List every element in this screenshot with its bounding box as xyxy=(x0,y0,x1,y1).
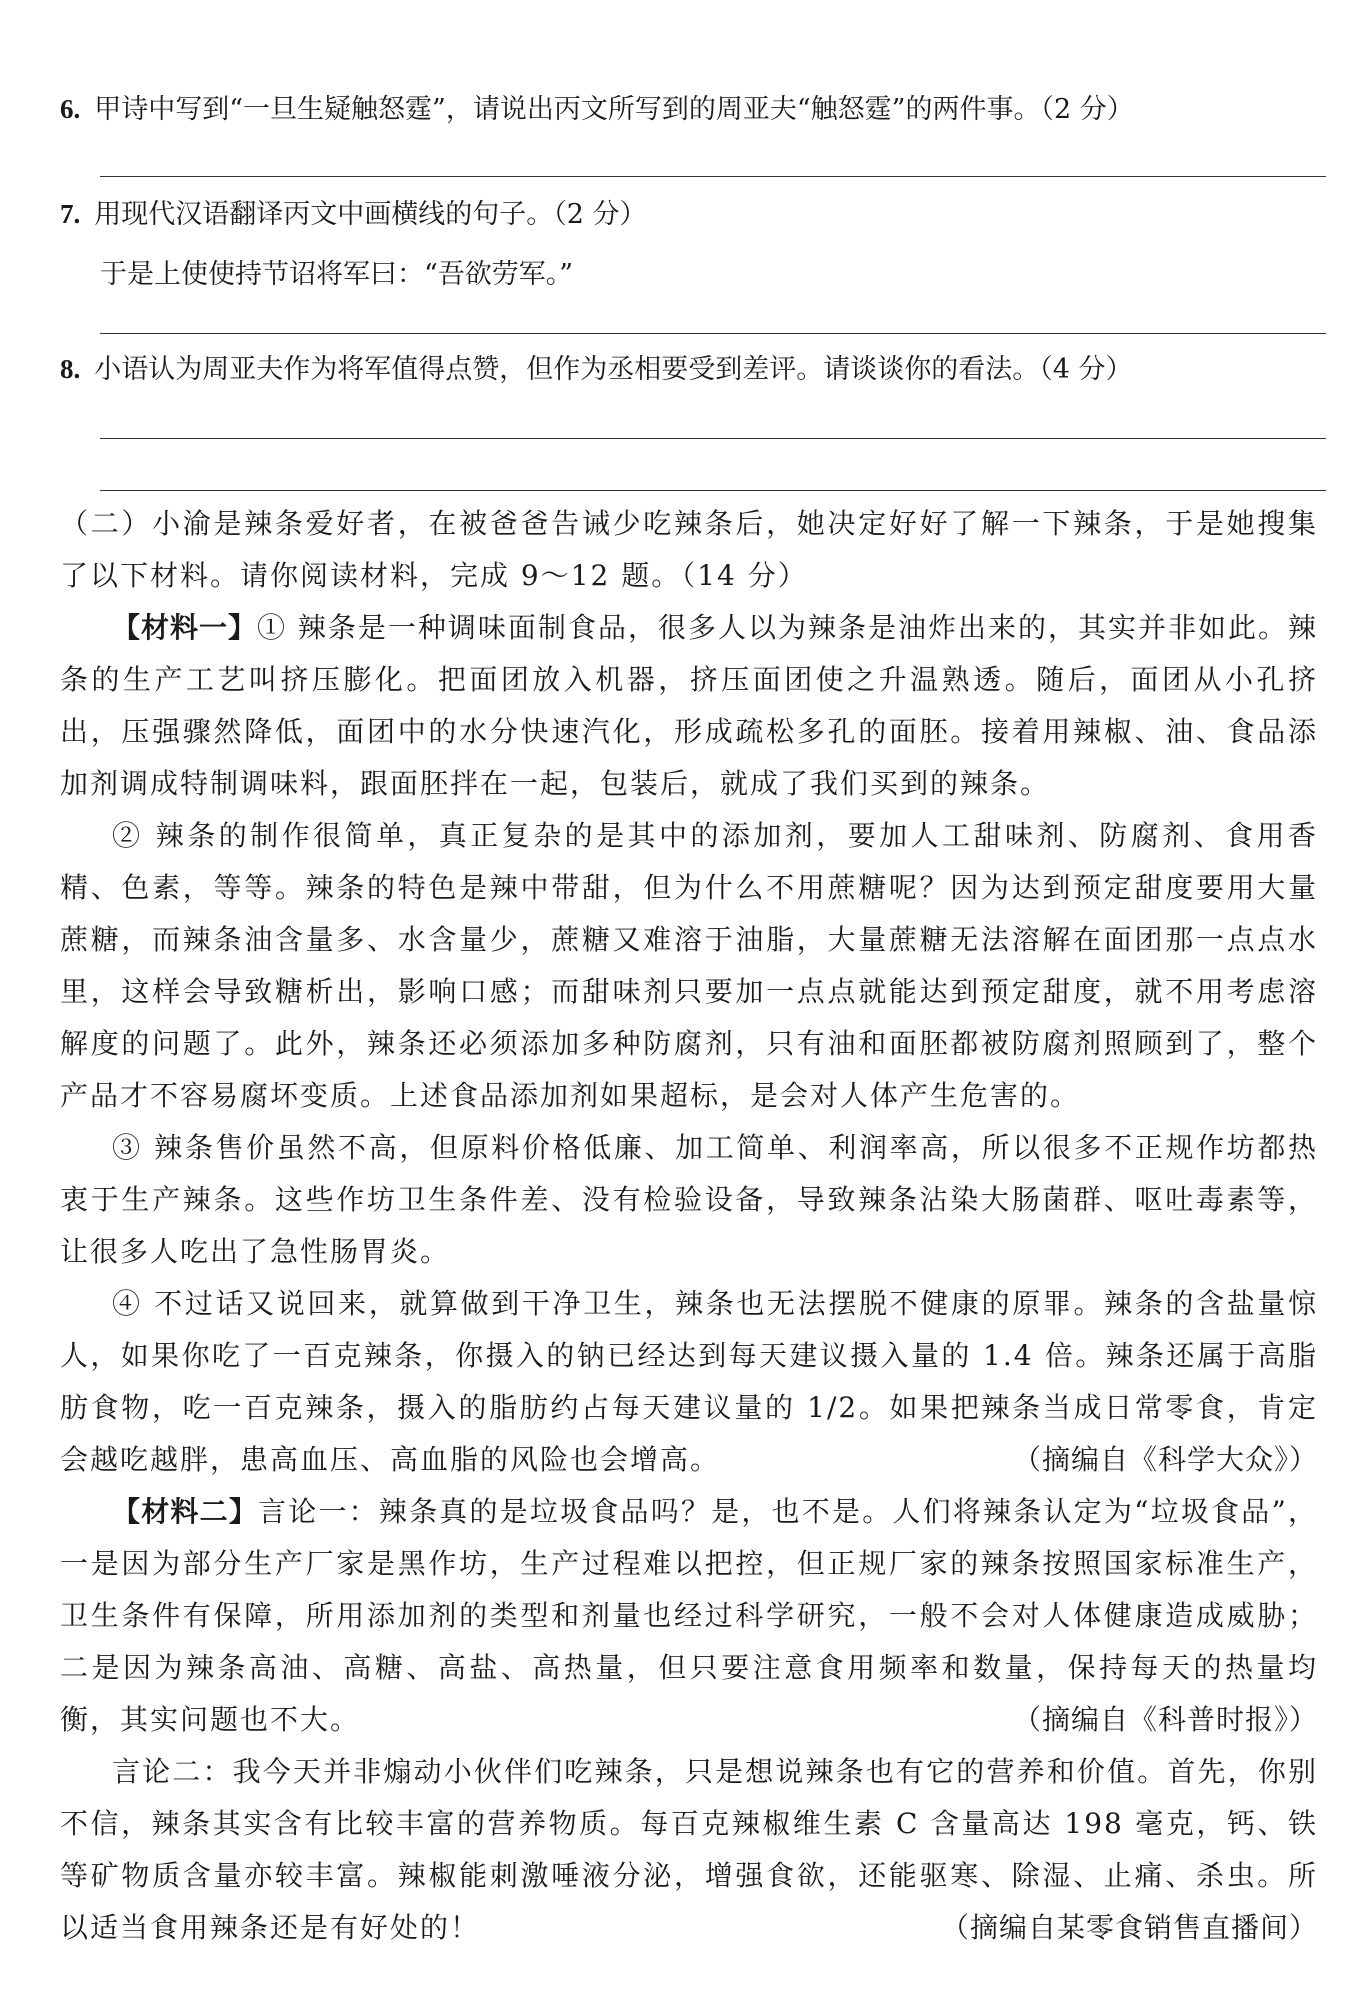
question-8 xyxy=(60,348,1310,391)
material-2-para-2 xyxy=(60,1746,1318,1954)
question-7-sentence: 于是上使使持节诏将军曰：“吾欲劳军。” xyxy=(100,259,574,290)
question-7 xyxy=(60,193,1310,236)
material-1-tag: 【材料一】 xyxy=(112,611,258,644)
question-text: 小语认为周亚夫作为将军值得点赞，但作为丞相要受到差评。请谈谈你的看法。（4 分） xyxy=(94,354,1133,385)
question-6 xyxy=(60,88,1310,131)
source-citation: （摘编自《科普时报》） xyxy=(1012,1703,1318,1736)
material-2-tag: 【材料二】 xyxy=(112,1495,259,1528)
answer-line[interactable] xyxy=(100,490,1326,491)
section-intro: （二）小渝是辣条爱好者，在被爸爸告诫少吃辣条后，她决定好好了解一下辣条，于是她搜集了以下材料。请你阅读材料，完成 9～12 题。（14 分） xyxy=(60,507,1318,592)
material-2-para-1 xyxy=(60,1486,1318,1746)
paragraph-text: 言论二：我今天并非煽动小伙伴们吃辣条，只是想说辣条也有它的营养和价值。首先，你别不信，辣条其实含有比较丰富的营养物质。每百克辣椒维生素 C 含量高达 198 毫克，钙、铁等矿物质含量亦较丰富。辣椒能刺激唾液分泌，增强食欲，还能驱寒、除湿、止痛、杀虫。所以适当食用辣条还是有好处的！ xyxy=(60,1755,1318,1944)
paragraph-text: ① 辣条是一种调味面制食品，很多人以为辣条是油炸出来的，其实并非如此。辣条的生产工艺叫挤压膨化。把面团放入机器，挤压面团使之升温熟透。随后，面团从小孔挤出，压强骤然降低，面团中的水分快速汽化，形成疏松多孔的面胚。接着用辣椒、油、食品添加剂调成特制调味料，跟面胚拌在一起，包装后，就成了我们买到的辣条。 xyxy=(60,611,1318,800)
question-text: 甲诗中写到“一旦生疑触怒霆”，请说出丙文所写到的周亚夫“触怒霆”的两件事。（2 分） xyxy=(94,94,1134,125)
question-number: 6. xyxy=(60,94,81,124)
question-text: 用现代汉语翻译丙文中画横线的句子。（2 分） xyxy=(94,199,647,230)
answer-line[interactable] xyxy=(100,176,1326,177)
material-1-para-3: ③ 辣条售价虽然不高，但原料价格低廉、加工简单、利润率高，所以很多不正规作坊都热衷于生产辣条。这些作坊卫生条件差、没有检验设备，导致辣条沾染大肠菌群、呕吐毒素等，让很多人吃出了急性肠胃炎。 xyxy=(60,1131,1318,1268)
question-number: 7. xyxy=(60,199,81,229)
answer-line[interactable] xyxy=(100,438,1326,439)
paragraph-text: ④ 不过话又说回来，就算做到干净卫生，辣条也无法摆脱不健康的原罪。辣条的含盐量惊人，如果你吃了一百克辣条，你摄入的钠已经达到每天建议摄入量的 1.4 倍。辣条还属于高脂肪食物，吃一百克辣条，摄入的脂肪约占每天建议量的 1/2。如果把辣条当成日常零食，肯定会越吃越胖，患高血压、高血脂的风险也会增高。 xyxy=(60,1287,1318,1476)
paragraph-text: 言论一：辣条真的是垃圾食品吗？是，也不是。人们将辣条认定为“垃圾食品”，一是因为部分生产厂家是黑作坊，生产过程难以把控，但正规厂家的辣条按照国家标准生产，卫生条件有保障，所用添加剂的类型和剂量也经过科学研究，一般不会对人体健康造成威胁；二是因为辣条高油、高糖、高盐、高热量，但只要注意食用频率和数量，保持每天的热量均衡，其实问题也不大。 xyxy=(60,1495,1318,1736)
question-number: 8. xyxy=(60,354,81,384)
material-1-para-2: ② 辣条的制作很简单，真正复杂的是其中的添加剂，要加人工甜味剂、防腐剂、食用香精、色素，等等。辣条的特色是辣中带甜，但为什么不用蔗糖呢？因为达到预定甜度要用大量蔗糖，而辣条油含量多、水含量少，蔗糖又难溶于油脂，大量蔗糖无法溶解在面团那一点点水里，这样会导致糖析出，影响口感；而甜味剂只要加一点点就能达到预定甜度，就不用考虑溶解度的问题了。此外，辣条还必须添加多种防腐剂，只有油和面胚都被防腐剂照顾到了，整个产品才不容易腐坏变质。上述食品添加剂如果超标，是会对人体产生危害的。 xyxy=(60,819,1318,1112)
source-citation: （摘编自某零食销售直播间） xyxy=(940,1911,1318,1944)
material-1-para-4 xyxy=(60,1278,1318,1486)
material-1-para-1 xyxy=(60,602,1318,810)
answer-line[interactable] xyxy=(100,333,1326,334)
source-citation: （摘编自《科学大众》） xyxy=(1012,1443,1318,1476)
